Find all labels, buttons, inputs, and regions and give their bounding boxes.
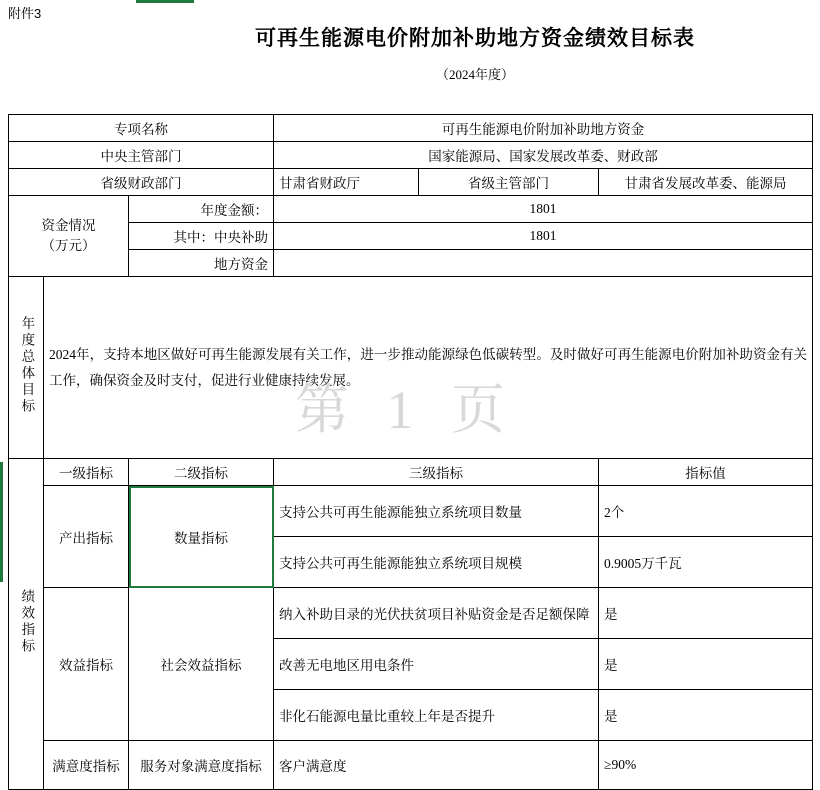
indicator-value: 0.9005万千瓦 [599,537,813,588]
level1-benefit: 效益指标 [44,588,129,741]
col-header-value: 指标值 [599,459,813,486]
green-marker-top [136,0,194,3]
col-header-level1: 一级指标 [44,459,129,486]
table-row-central-dept [9,142,813,169]
annual-goal-label [9,277,44,459]
green-marker-left [0,462,3,582]
col-header-level3: 三级指标 [274,459,599,486]
watermark-page-number: 第 1 页 [295,380,517,440]
central-subsidy-value: 1801 [274,223,813,250]
local-fund-label: 地方资金 [129,250,274,277]
performance-label-text: 绩效指标 [19,589,35,655]
table-row-program-name [9,115,813,142]
indicator-value: 是 [599,588,813,639]
level3-text: 纳入补助目录的光伏扶贫项目补贴资金是否足额保障 [274,588,599,639]
performance-label [9,459,44,790]
attachment-label: 附件3 [8,6,42,21]
funding-label-line2: （万元） [41,238,96,253]
central-subsidy-label: 其中：中央补助 [129,223,274,250]
annual-goal-label-text: 年度总体目标 [19,316,35,415]
table-row-provincial-dept [9,169,813,196]
indicator-value: 是 [599,690,813,741]
page-subtitle: （2024年度） [435,67,514,82]
level2-social-benefit: 社会效益指标 [129,588,274,741]
table-row-annual-goal [9,277,813,459]
annual-amount-value: 1801 [274,196,813,223]
level2-quantity: 数量指标 [129,486,274,588]
indicator-value: 2个 [599,486,813,537]
table-row-indicator-header [9,459,813,486]
level3-text: 改善无电地区用电条件 [274,639,599,690]
indicator-value: 是 [599,639,813,690]
level2-customer-satisfaction: 服务对象满意度指标 [129,741,274,790]
local-fund-value [274,250,813,277]
provincial-dept-value: 甘肃省发展改革委、能源局 [599,169,813,196]
funding-label [9,196,129,277]
central-dept-value: 国家能源局、国家发展改革委、财政部 [274,142,813,169]
annual-goal-text: 2024年，支持本地区做好可再生能源发展有关工作，进一步推动能源绿色低碳转型。及时做好可再生能源电价附加补助资金有关工作，确保资金及时支付，促进行业健康持续发展。 [44,277,813,459]
table-row-indicator [9,486,813,537]
page-title: 可再生能源电价附加补助地方资金绩效目标表 [255,26,695,50]
provincial-finance-label: 省级财政部门 [9,169,274,196]
level1-satisfaction: 满意度指标 [44,741,129,790]
level3-text: 支持公共可再生能源能独立系统项目数量 [274,486,599,537]
central-dept-label: 中央主管部门 [9,142,274,169]
table-row-central-subsidy [9,223,813,250]
provincial-finance-value: 甘肃省财政厅 [274,169,419,196]
level3-text: 非化石能源电量比重较上年是否提升 [274,690,599,741]
table-row-indicator [9,588,813,639]
level3-text: 客户满意度 [274,741,599,790]
title-block [133,22,817,83]
col-header-level2: 二级指标 [129,459,274,486]
table-row-local-fund [9,250,813,277]
table-row-indicator [9,741,813,790]
indicator-value: ≥90% [599,741,813,790]
program-name-label: 专项名称 [9,115,274,142]
level1-output: 产出指标 [44,486,129,588]
program-name-value: 可再生能源电价附加补助地方资金 [274,115,813,142]
performance-goal-table [8,114,813,790]
level3-text: 支持公共可再生能源能独立系统项目规模 [274,537,599,588]
funding-label-line1: 资金情况 [41,217,96,233]
provincial-dept-label: 省级主管部门 [419,169,599,196]
annual-amount-label: 年度金额： [129,196,274,223]
table-row-annual-amount [9,196,813,223]
